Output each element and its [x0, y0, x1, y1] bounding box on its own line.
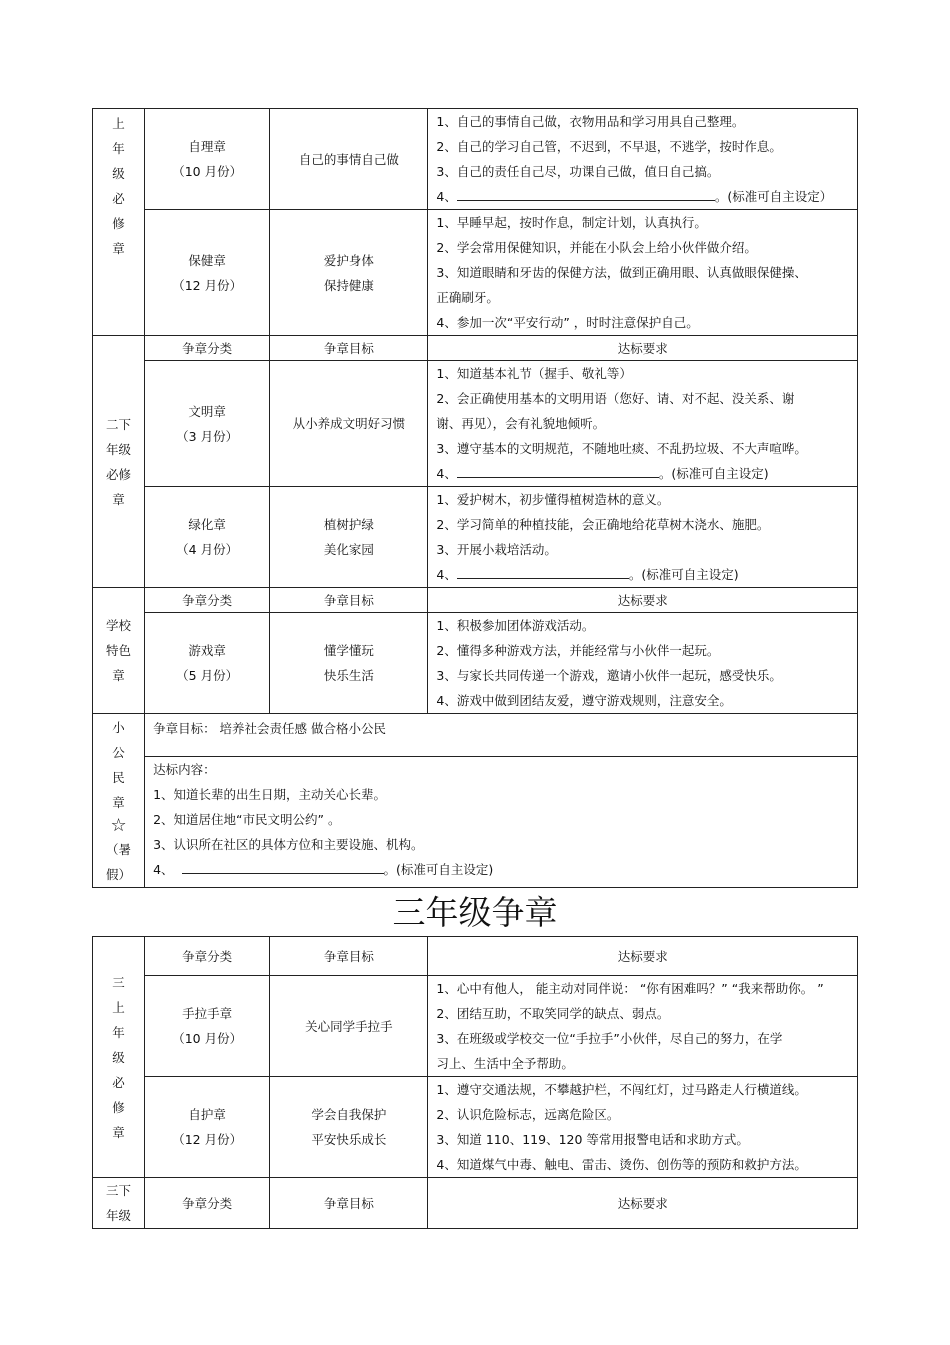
badge-category-cell [145, 976, 270, 1077]
table-header-row [93, 1178, 858, 1229]
grade-up-char: 年 [112, 141, 125, 156]
citizen-goal: 争章目标： 培养社会责任感 做合格小公民 [145, 714, 858, 757]
grade-down-label: 二下 [106, 416, 132, 432]
grade-up-label: 级 [112, 1049, 125, 1065]
requirement-item: 2、学会常用保健知识，并能在小队会上给小伙伴做介绍。 [436, 240, 757, 255]
content-title: 达标内容： [153, 762, 216, 777]
table-row [93, 757, 858, 888]
citizen-label: 民 [112, 769, 125, 785]
grade-down-label: 三下 [106, 1183, 132, 1198]
school-feature-label: 章 [112, 668, 125, 683]
badge-goal: 植树护绿 [323, 517, 374, 532]
requirement-item: 4、知道煤气中毒、触电、雷击、烫伤、创伤等的预防和救护方法。 [436, 1157, 807, 1172]
badge-goal-cell [270, 210, 428, 336]
requirement-item-blank: 4、 。(标准可自主设定) [436, 461, 853, 486]
requirements-cell [145, 757, 858, 888]
requirement-item: 3、开展小栽培活动。 [436, 542, 557, 557]
header-requirements: 达标要求 [428, 937, 858, 976]
star-icon: ☆ [110, 814, 127, 836]
badge-month: （5 月份） [176, 668, 239, 683]
header-category: 争章分类 [145, 336, 270, 361]
badge-category-cell [145, 487, 270, 588]
citizen-label: 章 [112, 794, 125, 810]
requirement-item-blank: 4、 。(标准可自主设定) [153, 857, 853, 882]
badge-category-cell [145, 1077, 270, 1178]
grade-down-label: 章 [112, 491, 125, 507]
requirement-item: 1、遵守交通法规，不攀越护栏，不闯红灯，过马路走人行横道线。 [436, 1082, 807, 1097]
badge-name: 游戏章 [188, 643, 226, 658]
requirement-item: 3、自己的责任自己尽，功课自己做，值日自己搞。 [436, 164, 720, 179]
badge-name: 文明章 [188, 403, 226, 419]
requirement-item: 2、团结互助，不取笑同学的缺点、弱点。 [436, 1006, 670, 1021]
requirement-item-blank: 4、 。(标准可自主设定） [436, 184, 853, 209]
badge-month: （4 月份） [176, 542, 239, 557]
header-goal: 争章目标 [270, 1178, 428, 1229]
grade-up-char: 修 [112, 216, 125, 231]
badge-goal-cell [270, 487, 428, 588]
badge-goal: 爱护身体 [323, 252, 374, 268]
badge-goal: 懂学懂玩 [323, 643, 374, 658]
grade-down-label: 年级 [106, 1208, 132, 1223]
requirements-cell [428, 613, 858, 714]
header-goal: 争章目标 [270, 336, 428, 361]
requirement-item: 2、懂得多种游戏方法，并能经常与小伙伴一起玩。 [436, 643, 720, 658]
grade-up-char: 级 [112, 166, 125, 181]
school-feature-cell [93, 588, 145, 714]
header-goal: 争章目标 [270, 588, 428, 613]
citizen-label: 公 [112, 744, 125, 760]
requirement-item: 1、爱护树木，初步懂得植树造林的意义。 [436, 492, 670, 507]
badge-name: 自理章 [188, 139, 226, 154]
table-grade3 [92, 936, 858, 1229]
badge-goal: 保持健康 [323, 277, 374, 293]
badge-goal: 关心同学手拉手 [270, 976, 428, 1077]
requirements-cell [428, 1077, 858, 1178]
fill-blank[interactable] [182, 859, 384, 874]
grade-up-char: 章 [112, 241, 125, 256]
table-row [93, 487, 858, 588]
requirement-item: 2、认识危险标志，远离危险区。 [436, 1107, 620, 1122]
badge-category-cell [145, 613, 270, 714]
header-category: 争章分类 [145, 588, 270, 613]
requirement-item: 3、认识所在社区的具体方位和主要设施、机构。 [153, 837, 424, 852]
table-grade2 [92, 108, 858, 888]
citizen-label: 小 [112, 719, 125, 735]
badge-goal: 平安快乐成长 [311, 1132, 387, 1147]
requirement-item: 2、会正确使用基本的文明用语（您好、请、对不起、没关系、谢 [436, 391, 795, 406]
school-feature-label: 特色 [106, 643, 132, 658]
requirement-item: 1、知道长辈的出生日期，主动关心长辈。 [153, 787, 387, 802]
badge-goal: 快乐生活 [323, 668, 374, 683]
requirement-item: 1、心中有他人， 能主动对同伴说： “你有困难吗？” “我来帮助你。 ” [436, 981, 824, 996]
table-header-row [93, 336, 858, 361]
table-row [93, 1077, 858, 1178]
table-header-row [93, 937, 858, 976]
badge-month: （10 月份） [172, 164, 243, 179]
badge-category-cell [145, 210, 270, 336]
requirement-item: 3、知道 110、119、120 等常用报警电话和求助方式。 [436, 1132, 749, 1147]
grade-up-label: 上 [112, 999, 125, 1015]
grade-up-cell [93, 109, 145, 336]
citizen-badge-cell [93, 714, 145, 888]
badge-name: 绿化章 [188, 517, 226, 532]
badge-category-cell [145, 361, 270, 487]
table-row [93, 361, 858, 487]
badge-goal-cell [270, 613, 428, 714]
header-goal: 争章目标 [270, 937, 428, 976]
requirement-item: 3、遵守基本的文明规范，不随地吐痰、不乱扔垃圾、不大声喧哗。 [436, 441, 807, 456]
requirement-item: 1、自己的事情自己做，衣物用品和学习用具自己整理。 [436, 114, 745, 129]
badge-month: （10 月份） [172, 1031, 243, 1046]
grade-up-char: 上 [112, 116, 125, 131]
badge-month: （12 月份） [172, 277, 243, 293]
header-requirements: 达标要求 [428, 336, 858, 361]
requirement-item: 4、游戏中做到团结友爱，遵守游戏规则，注意安全。 [436, 693, 732, 708]
requirement-item: 正确刷牙。 [436, 290, 499, 305]
badge-goal: 从小养成文明好习惯 [270, 361, 428, 487]
header-category: 争章分类 [145, 1178, 270, 1229]
grade-up-cell [93, 937, 145, 1178]
badge-goal-cell [270, 1077, 428, 1178]
school-feature-label: 学校 [106, 618, 132, 633]
fill-blank[interactable] [457, 463, 659, 478]
badge-name: 手拉手章 [182, 1006, 233, 1021]
table-row [93, 613, 858, 714]
table-header-row [93, 588, 858, 613]
badge-goal: 美化家园 [323, 542, 374, 557]
grade-down-cell [93, 336, 145, 588]
table-row [93, 976, 858, 1077]
requirements-cell [428, 487, 858, 588]
requirement-item-blank: 4、 。(标准可自主设定) [436, 562, 853, 587]
badge-name: 保健章 [188, 252, 226, 268]
header-requirements: 达标要求 [428, 588, 858, 613]
requirements-cell [428, 109, 858, 210]
header-requirements: 达标要求 [428, 1178, 858, 1229]
grade-down-label: 必修 [106, 466, 132, 482]
grade-down-label: 年级 [106, 441, 132, 457]
fill-blank[interactable] [457, 186, 715, 201]
grade-up-label: 修 [112, 1099, 125, 1115]
requirement-item: 3、知道眼睛和牙齿的保健方法，做到正确用眼、认真做眼保健操、 [436, 265, 807, 280]
grade-up-label: 三 [112, 974, 125, 990]
badge-goal: 自己的事情自己做 [270, 109, 428, 210]
requirement-item: 4、参加一次“平安行动” ，时时注意保护自己。 [436, 315, 699, 330]
requirement-item: 1、早睡早起，按时作息，制定计划，认真执行。 [436, 215, 707, 230]
grade-up-label: 年 [112, 1024, 125, 1040]
badge-month: （12 月份） [172, 1132, 243, 1147]
header-category: 争章分类 [145, 937, 270, 976]
requirement-item: 2、学习简单的种植技能，会正确地给花草树木浇水、施肥。 [436, 517, 770, 532]
requirement-item: 2、自己的学习自己管，不迟到，不早退，不逃学，按时作息。 [436, 139, 782, 154]
requirement-item: 3、与家长共同传递一个游戏，邀请小伙伴一起玩，感受快乐。 [436, 668, 782, 683]
badge-goal: 学会自我保护 [311, 1107, 387, 1122]
requirement-item: 习上、生活中全予帮助。 [436, 1056, 574, 1071]
requirement-item: 3、在班级或学校交一位“手拉手”小伙伴，尽自己的努力，在学 [436, 1031, 783, 1046]
requirements-cell [428, 976, 858, 1077]
grade-up-label: 章 [112, 1124, 125, 1140]
grade-up-label: 必 [112, 1074, 125, 1090]
table-row [93, 109, 858, 210]
badge-name: 自护章 [188, 1107, 226, 1122]
requirements-cell [428, 210, 858, 336]
requirement-item: 谢、再见），会有礼貌地倾听。 [436, 416, 606, 431]
badge-month: （3 月份） [176, 428, 239, 444]
requirement-item: 1、积极参加团体游戏活动。 [436, 618, 595, 633]
requirement-item: 1、知道基本礼节（握手、敬礼等） [436, 366, 632, 381]
citizen-label: 假） [106, 866, 132, 882]
requirement-item: 2、知道居住地“市民文明公约” 。 [153, 812, 341, 827]
badge-category-cell [145, 109, 270, 210]
requirements-cell [428, 361, 858, 487]
grade-up-char: 必 [112, 191, 125, 206]
grade-down-cell [93, 1178, 145, 1229]
fill-blank[interactable] [457, 564, 629, 579]
table-row [93, 714, 858, 757]
table-row [93, 210, 858, 336]
citizen-label: （暑 [106, 841, 132, 857]
grade-up-label [93, 111, 144, 261]
page-title: 三年级争章 [392, 893, 558, 932]
